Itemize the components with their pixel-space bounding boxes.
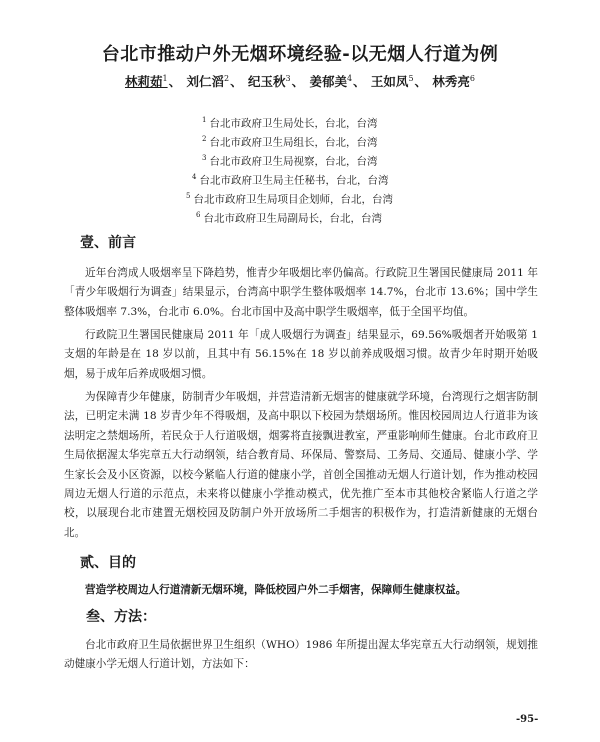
author-1: 林莉茹$^1$: [124, 73, 168, 89]
page-number: -95-: [516, 714, 539, 725]
author-3: 纪玉秋$^3$: [247, 73, 291, 89]
affiliation-3: $^3$ 台北市政府卫生局视察，台北，台湾: [202, 154, 378, 168]
intro-paragraph-3: 为保障青少年健康，防制青少年吸烟，并营造清新无烟害的健康就学环境，台湾现行之烟害防制法，已明定未满 18 岁青少年不得吸烟，及高中职以下校园为禁烟场所。惟因校园周边人行道非为该法明定之禁烟场所，若民众于人行道吸烟，烟雾将直接飘进教室，严重影响师生健康。台北市政府卫生局依据渥太华宪章五大行动纲领，结合教育局、环保局、警察局、工务局、交通局、健康小学、学生家长会及小区资源，以校今紧临人行道的健康小学，首创全国推动无烟人行道计划，作为推动校园周边无烟人行道的示范点，未来将以健康小学推动模式，优先推广至本市其他校舍紧临人行道之学校，以展现台北市建置无烟校园及防制户外开放场所二手烟害的积极作为，打造清新健康的无烟台北。: [64, 391, 538, 539]
section-heading-purpose: 贰、目的: [80, 555, 136, 571]
section-heading-method: 叁、方法：: [86, 609, 156, 625]
author-separator: 、: [353, 74, 366, 89]
author-separator: 、: [291, 74, 305, 89]
author-separator: 、: [168, 74, 182, 89]
author-4: 姜郁美$^4$: [309, 73, 353, 89]
intro-paragraph-1: 近年台湾成人吸烟率呈下降趋势，惟青少年吸烟比率仍偏高。行政院卫生署国民健康局 2011 年「青少年吸烟行为调查」结果显示，台湾高中职学生整体吸烟率 14.7%，台北市 13.6%；国中学生整体吸烟率 7.3%，台北市 6.0%。台北市国中及高中职学生吸烟率，低于全国平均值。: [64, 267, 538, 318]
affiliation-5: $^5$ 台北市政府卫生局项目企划师，台北，台湾: [186, 192, 393, 206]
author-2: 刘仁滔$^2$: [186, 73, 230, 89]
affiliation-6: $^6$ 台北市政府卫生局副局长，台北，台湾: [196, 211, 382, 225]
affiliation-2: $^2$ 台北市政府卫生局组长，台北，台湾: [202, 135, 378, 149]
affiliation-4: $^4$ 台北市政府卫生局主任秘书，台北，台湾: [192, 173, 389, 187]
affiliation-1: $^1$ 台北市政府卫生局处长，台北，台湾: [202, 116, 378, 130]
intro-paragraph-2: 行政院卫生署国民健康局 2011 年「成人吸烟行为调查」结果显示，69.56%吸烟者开始吸第 1 支烟的年龄是在 18 岁以前，且其中有 56.15%在 18 岁以前养成吸烟习惯。故青少年时期开始吸烟，易于成年后养成吸烟习惯。: [64, 329, 538, 380]
paper-title: 台北市推动户外无烟环境经验-以无烟人行道为例: [101, 44, 499, 65]
author-separator: 、: [414, 74, 428, 89]
affiliation-list: [180, 113, 480, 228]
author-5: 王如凤$^5$: [370, 73, 414, 89]
method-paragraph: 台北市政府卫生局依据世界卫生组织（WHO）1986 年所提出渥太华宪章五大行动纲领，规划推动健康小学无烟人行道计划，方法如下：: [64, 639, 538, 671]
purpose-paragraph: 营造学校周边人行道清新无烟环境，降低校园户外二手烟害，保障师生健康权益。: [85, 584, 467, 596]
author-list: [0, 72, 600, 90]
author-separator: 、: [230, 74, 243, 89]
author-6: 林秀亮$^6$: [432, 73, 476, 89]
section-heading-intro: 壹、前言: [80, 235, 136, 251]
